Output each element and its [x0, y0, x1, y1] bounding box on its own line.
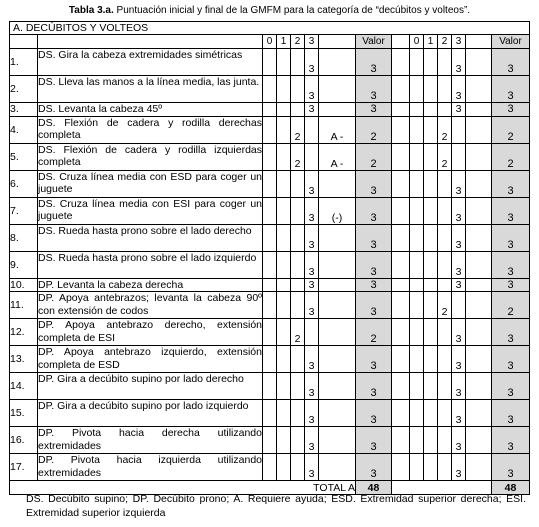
initial-value: 3 [356, 346, 392, 373]
item-number: 15. [10, 400, 38, 427]
item-number: 13. [10, 346, 38, 373]
final-score-2 [438, 49, 452, 76]
footnote: DS. Decúbito supino; DP. Decúbito prono; A. Requiere ayuda; ESD. Extremidad superior derecha; ESI. Extremidad superior izquierda [26, 493, 526, 519]
final-value: 3 [492, 170, 530, 197]
initial-score-2 [291, 346, 305, 373]
spacer [466, 103, 492, 117]
table-row [10, 373, 530, 400]
table-row [10, 251, 530, 278]
final-score-1 [424, 197, 438, 224]
table-row [10, 49, 530, 76]
final-score-3: 3 [452, 251, 466, 278]
initial-annotation [319, 278, 356, 292]
spacer [392, 319, 410, 346]
item-description: DP. Apoya antebrazos; levanta la cabeza 90º con extensión de codos [38, 292, 262, 317]
initial-annotation [319, 170, 356, 197]
spacer [392, 224, 410, 251]
final-value: 2 [492, 292, 530, 319]
initial-score-2 [291, 373, 305, 400]
header-initial-3: 3 [305, 35, 319, 49]
spacer [392, 454, 410, 481]
initial-score-3: 3 [305, 103, 319, 117]
item-number: 11. [10, 292, 38, 319]
table-row [10, 116, 530, 143]
initial-score-2 [291, 292, 305, 319]
initial-annotation: A - [319, 143, 356, 170]
table-row [10, 454, 530, 481]
initial-score-3: 3 [305, 292, 319, 319]
initial-score-2 [291, 251, 305, 278]
spacer [466, 197, 492, 224]
initial-score-0 [263, 346, 277, 373]
header-row [10, 35, 530, 49]
caption-prefix: Tabla 3.a. [68, 5, 114, 16]
item-number: 17. [10, 454, 38, 481]
spacer [392, 143, 410, 170]
final-score-2 [438, 278, 452, 292]
initial-annotation [319, 292, 356, 319]
total-final: 48 [492, 481, 530, 495]
header-blank [392, 35, 410, 49]
initial-score-1 [277, 346, 291, 373]
table-row [10, 76, 530, 103]
spacer [392, 76, 410, 103]
final-value: 3 [492, 49, 530, 76]
final-value: 3 [492, 251, 530, 278]
table-row [10, 170, 530, 197]
final-value: 3 [492, 319, 530, 346]
final-score-1 [424, 76, 438, 103]
initial-score-1 [277, 251, 291, 278]
initial-score-2 [291, 170, 305, 197]
initial-value: 3 [356, 251, 392, 278]
initial-score-1 [277, 427, 291, 454]
final-score-1 [424, 292, 438, 319]
header-blank [319, 35, 356, 49]
header-final-3: 3 [452, 35, 466, 49]
header-final-1: 1 [424, 35, 438, 49]
initial-value: 3 [356, 170, 392, 197]
final-value: 3 [492, 427, 530, 454]
initial-value: 2 [356, 116, 392, 143]
initial-score-0 [263, 49, 277, 76]
caption-text: Puntuación inicial y final de la GMFM para la categoría de “decúbitos y volteos”. [113, 5, 471, 16]
initial-score-2: 2 [291, 143, 305, 170]
initial-score-3 [305, 116, 319, 143]
table-row [10, 197, 530, 224]
item-number: 14. [10, 373, 38, 400]
initial-score-1 [277, 400, 291, 427]
initial-score-2 [291, 454, 305, 481]
spacer [466, 319, 492, 346]
final-score-0 [410, 454, 424, 481]
final-score-0 [410, 116, 424, 143]
initial-score-3: 3 [305, 170, 319, 197]
item-description: DS. Rueda hasta prono sobre el lado izquierdo [38, 251, 263, 278]
spacer [392, 292, 410, 319]
final-value: 3 [492, 278, 530, 292]
initial-score-0 [263, 116, 277, 143]
final-value: 3 [492, 454, 530, 481]
header-initial-0: 0 [263, 35, 277, 49]
item-description: DP. Pivota hacia derecha utilizando extremidades [38, 427, 262, 452]
final-score-2 [438, 103, 452, 117]
final-score-3: 3 [452, 224, 466, 251]
initial-annotation [319, 400, 356, 427]
gmfm-table [9, 21, 530, 495]
final-score-1 [424, 224, 438, 251]
final-value: 3 [492, 103, 530, 117]
final-score-1 [424, 373, 438, 400]
item-number: 8. [10, 224, 38, 251]
initial-score-0 [263, 373, 277, 400]
initial-score-0 [263, 170, 277, 197]
initial-score-3: 3 [305, 373, 319, 400]
header-blank [466, 35, 492, 49]
initial-score-2: 2 [291, 116, 305, 143]
initial-annotation [319, 224, 356, 251]
initial-annotation [319, 76, 356, 103]
final-score-2: 2 [438, 292, 452, 319]
initial-value: 2 [356, 143, 392, 170]
initial-value: 2 [356, 319, 392, 346]
initial-score-0 [263, 427, 277, 454]
spacer [392, 103, 410, 117]
final-value: 3 [492, 373, 530, 400]
final-score-2 [438, 197, 452, 224]
final-score-1 [424, 116, 438, 143]
initial-score-1 [277, 278, 291, 292]
spacer [466, 224, 492, 251]
final-score-2 [438, 251, 452, 278]
initial-score-1 [277, 49, 291, 76]
table-row [10, 319, 530, 346]
initial-score-1 [277, 76, 291, 103]
item-description: DS. Lleva las manos a la línea media, las junta. [38, 76, 263, 103]
table-row [10, 224, 530, 251]
final-score-3: 3 [452, 427, 466, 454]
spacer [466, 170, 492, 197]
final-score-1 [424, 103, 438, 117]
spacer [392, 278, 410, 292]
final-score-1 [424, 278, 438, 292]
header-final-2: 2 [438, 35, 452, 49]
initial-value: 3 [356, 373, 392, 400]
item-number: 4. [10, 116, 38, 143]
initial-score-1 [277, 319, 291, 346]
initial-score-1 [277, 292, 291, 319]
final-score-0 [410, 76, 424, 103]
final-score-3: 3 [452, 400, 466, 427]
initial-score-0 [263, 400, 277, 427]
spacer [392, 373, 410, 400]
final-score-0 [410, 143, 424, 170]
initial-score-3: 3 [305, 346, 319, 373]
spacer [466, 346, 492, 373]
table-row [10, 427, 530, 454]
initial-score-1 [277, 224, 291, 251]
initial-score-1 [277, 454, 291, 481]
final-score-1 [424, 346, 438, 373]
table-caption [0, 5, 539, 16]
spacer [392, 49, 410, 76]
spacer [392, 251, 410, 278]
final-score-3 [452, 116, 466, 143]
item-description: DP. Levanta la cabeza derecha [38, 278, 263, 292]
initial-value: 3 [356, 103, 392, 117]
final-score-1 [424, 251, 438, 278]
final-score-2 [438, 373, 452, 400]
table-row [10, 143, 530, 170]
header-initial-1: 1 [277, 35, 291, 49]
final-score-2 [438, 170, 452, 197]
table-row [10, 278, 530, 292]
header-blank [10, 35, 38, 49]
initial-value: 3 [356, 278, 392, 292]
initial-value: 3 [356, 427, 392, 454]
final-score-0 [410, 278, 424, 292]
final-score-3: 3 [452, 76, 466, 103]
spacer [466, 278, 492, 292]
item-number: 2. [10, 76, 38, 103]
spacer [466, 143, 492, 170]
spacer [466, 116, 492, 143]
initial-score-1 [277, 116, 291, 143]
spacer [466, 400, 492, 427]
initial-score-0 [263, 454, 277, 481]
final-score-1 [424, 319, 438, 346]
item-number: 10. [10, 278, 38, 292]
final-score-0 [410, 319, 424, 346]
final-score-3 [452, 143, 466, 170]
final-value: 3 [492, 197, 530, 224]
initial-score-3: 3 [305, 224, 319, 251]
initial-annotation [319, 427, 356, 454]
initial-score-3: 3 [305, 49, 319, 76]
initial-score-3 [305, 319, 319, 346]
total-label: TOTAL A [10, 481, 356, 495]
final-score-0 [410, 224, 424, 251]
item-description: DS. Gira la cabeza extremidades simétricas [38, 49, 263, 76]
initial-annotation [319, 319, 356, 346]
final-score-2 [438, 224, 452, 251]
spacer [466, 251, 492, 278]
item-description: DS. Rueda hasta prono sobre el lado derecho [38, 224, 263, 251]
final-score-3: 3 [452, 278, 466, 292]
initial-score-3: 3 [305, 278, 319, 292]
initial-value: 3 [356, 49, 392, 76]
initial-score-3: 3 [305, 400, 319, 427]
final-score-0 [410, 103, 424, 117]
spacer [392, 197, 410, 224]
initial-score-3: 3 [305, 251, 319, 278]
item-number: 6. [10, 170, 38, 197]
initial-score-2 [291, 197, 305, 224]
item-description: DP. Apoya antebrazo derecho, extensión completa de ESI [38, 319, 262, 344]
initial-score-1 [277, 373, 291, 400]
table-row [10, 346, 530, 373]
initial-score-0 [263, 103, 277, 117]
final-score-3: 3 [452, 373, 466, 400]
header-final-value: Valor [492, 35, 530, 49]
initial-score-1 [277, 197, 291, 224]
final-score-0 [410, 400, 424, 427]
table-row [10, 292, 530, 319]
initial-score-3: 3 [305, 427, 319, 454]
spacer [466, 292, 492, 319]
final-value: 3 [492, 400, 530, 427]
initial-score-3: 3 [305, 76, 319, 103]
spacer [392, 346, 410, 373]
item-description: DS. Flexión de cadera y rodilla derechas completa [38, 116, 262, 141]
final-score-1 [424, 454, 438, 481]
final-score-0 [410, 373, 424, 400]
item-number: 9. [10, 251, 38, 278]
initial-score-0 [263, 224, 277, 251]
item-description: DP. Apoya antebrazo izquierdo, extensión completa de ESD [38, 346, 262, 371]
final-value: 2 [492, 116, 530, 143]
item-number: 7. [10, 197, 38, 224]
final-score-3: 3 [452, 346, 466, 373]
initial-score-3: 3 [305, 197, 319, 224]
spacer [466, 76, 492, 103]
initial-score-2 [291, 76, 305, 103]
item-description: DP. Pivota hacia izquierda utilizando extremidades [38, 454, 262, 479]
spacer [392, 400, 410, 427]
final-score-3: 3 [452, 197, 466, 224]
initial-score-3: 3 [305, 454, 319, 481]
spacer [466, 49, 492, 76]
initial-annotation: (-) [319, 197, 356, 224]
final-score-3: 3 [452, 454, 466, 481]
item-number: 5. [10, 143, 38, 170]
table-row [10, 400, 530, 427]
final-score-1 [424, 49, 438, 76]
initial-score-0 [263, 76, 277, 103]
initial-value: 3 [356, 454, 392, 481]
item-description: DS. Cruza línea media con ESD para coger un juguete [38, 170, 262, 195]
final-value: 2 [492, 143, 530, 170]
spacer [392, 427, 410, 454]
final-score-2 [438, 427, 452, 454]
initial-value: 3 [356, 400, 392, 427]
final-value: 3 [492, 224, 530, 251]
initial-annotation [319, 251, 356, 278]
item-number: 12. [10, 319, 38, 346]
initial-value: 3 [356, 224, 392, 251]
final-score-1 [424, 143, 438, 170]
initial-score-2 [291, 224, 305, 251]
spacer [466, 454, 492, 481]
initial-score-1 [277, 170, 291, 197]
final-score-2 [438, 454, 452, 481]
initial-score-2: 2 [291, 319, 305, 346]
final-score-1 [424, 170, 438, 197]
initial-score-2 [291, 49, 305, 76]
final-score-0 [410, 197, 424, 224]
initial-score-2 [291, 427, 305, 454]
spacer [392, 170, 410, 197]
spacer [392, 116, 410, 143]
final-score-1 [424, 427, 438, 454]
initial-annotation [319, 103, 356, 117]
final-score-3: 3 [452, 49, 466, 76]
final-score-0 [410, 427, 424, 454]
final-score-0 [410, 170, 424, 197]
item-description: DS. Cruza línea media con ESI para coger un juguete [38, 197, 262, 222]
item-description: DP. Gira a decúbito supino por lado izquierdo [38, 400, 263, 427]
final-value: 3 [492, 76, 530, 103]
initial-score-0 [263, 143, 277, 170]
final-score-3: 3 [452, 170, 466, 197]
final-score-0 [410, 292, 424, 319]
initial-score-2 [291, 103, 305, 117]
initial-annotation [319, 454, 356, 481]
final-score-3 [452, 292, 466, 319]
final-value: 3 [492, 346, 530, 373]
initial-annotation [319, 373, 356, 400]
final-score-0 [410, 346, 424, 373]
initial-annotation: A - [319, 116, 356, 143]
section-row [10, 22, 530, 35]
initial-value: 3 [356, 292, 392, 319]
spacer [466, 427, 492, 454]
header-initial-2: 2 [291, 35, 305, 49]
table-row [10, 103, 530, 117]
initial-score-0 [263, 278, 277, 292]
initial-score-3 [305, 143, 319, 170]
header-initial-value: Valor [356, 35, 392, 49]
initial-score-2 [291, 400, 305, 427]
header-final-0: 0 [410, 35, 424, 49]
initial-value: 3 [356, 197, 392, 224]
final-score-2 [438, 319, 452, 346]
final-score-2 [438, 346, 452, 373]
final-score-2 [438, 400, 452, 427]
item-number: 1. [10, 49, 38, 76]
total-initial: 48 [356, 481, 392, 495]
initial-score-0 [263, 251, 277, 278]
item-description: DS. Flexión de cadera y rodilla izquierdas completa [38, 143, 262, 168]
item-number: 3. [10, 103, 38, 117]
item-description: DP. Gira a decúbito supino por lado derecho [38, 373, 263, 400]
final-score-3: 3 [452, 319, 466, 346]
initial-annotation [319, 49, 356, 76]
final-score-0 [410, 49, 424, 76]
final-score-1 [424, 400, 438, 427]
initial-annotation [319, 346, 356, 373]
final-score-2: 2 [438, 143, 452, 170]
initial-score-0 [263, 319, 277, 346]
initial-score-0 [263, 197, 277, 224]
final-score-0 [410, 251, 424, 278]
section-title: A. DECÚBITOS Y VOLTEOS [10, 22, 530, 35]
spacer [466, 373, 492, 400]
initial-score-1 [277, 143, 291, 170]
initial-value: 3 [356, 76, 392, 103]
final-score-2: 2 [438, 116, 452, 143]
initial-score-0 [263, 292, 277, 319]
item-number: 16. [10, 427, 38, 454]
item-description: DS. Levanta la cabeza 45º [38, 103, 263, 117]
header-blank [38, 35, 263, 49]
final-score-3: 3 [452, 103, 466, 117]
initial-score-2 [291, 278, 305, 292]
initial-score-1 [277, 103, 291, 117]
final-score-2 [438, 76, 452, 103]
